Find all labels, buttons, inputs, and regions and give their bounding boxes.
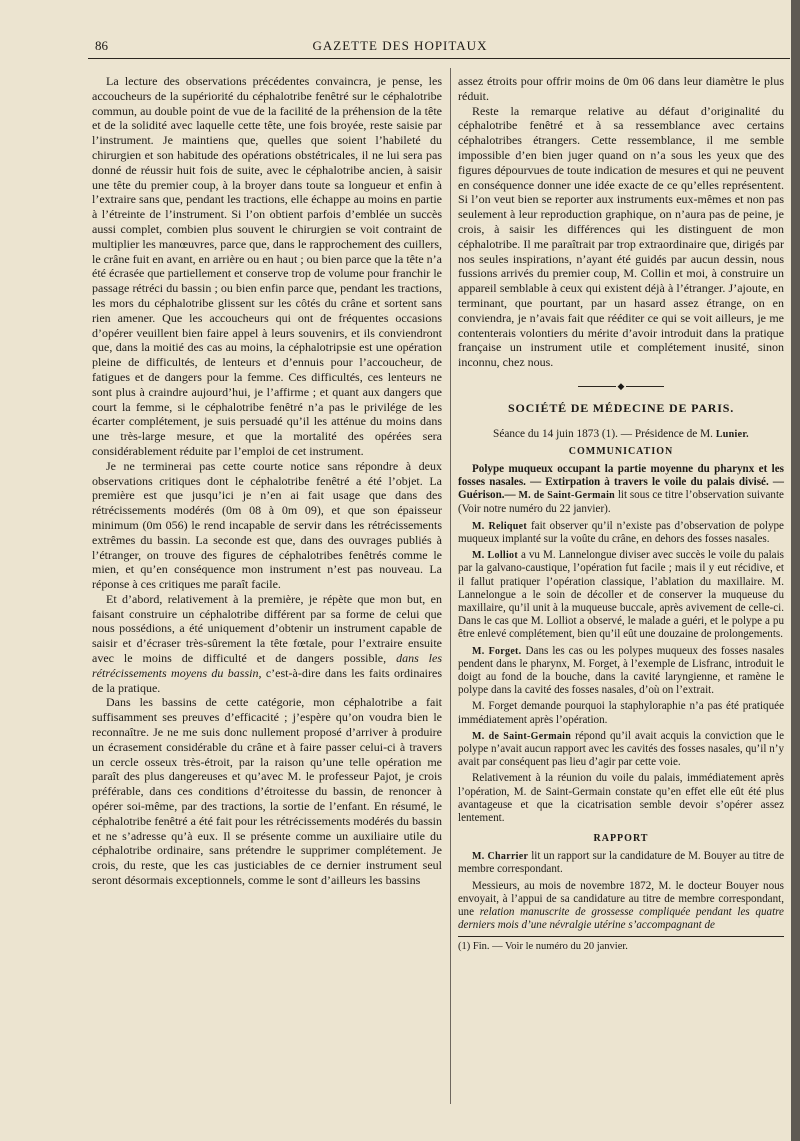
remark-text: fait observer qu’il n’existe pas d’observation de polype muqueux implanté sur la voûte du crâne, en dehors des fosses nasales. [458,519,784,545]
left-text: Et d’abord, relativement à la première, je répète que mon but, en faisant construire un céphalotribe différent par sa forme de celui que nous possédions, a été uniquement d’obtenir un instrument capable de saisir et d’écraser très-sûrement la tête fœtale, pour l’extraire ensuite avec le moins de difficulté et de dangers possible, [92,591,442,666]
rapport-speaker: M. Charrier [472,851,529,863]
remark-speaker: M. Lolliot [472,550,518,562]
rule-line [626,386,664,387]
ornament-icon: ◆ [617,380,625,391]
remark-text: Dans les cas ou les polypes muqueux des fosses nasales pendent dans le pharynx, M. Forget, à l’exemple de Lisfranc, introduit le doigt au fond de la bouche, dans la cavité laryngienne, et ramène le polype dans la cavité des fosses nasales, d’où on l’extrait. [458,644,785,697]
section-title: SOCIÉTÉ DE MÉDECINE DE PARIS. [507,400,735,415]
remark-paragraph: Relativement à la réunion du voile du palais, immédiatement après l’opération, M. de Saint-Germain constate qu’en effet elle eût été plus avantageuse et que la cicatrisation semble devoir s’opérer assez lentement. [458,772,784,825]
rapport-text: lit un rapport sur la candidature de M. Bouyer au titre de membre correspondant. [458,850,785,876]
remark-paragraph: M. Forget demande pourquoi la staphyloraphie n’a pas été pratiquée immédiatement après l’opération. [458,700,784,726]
case-title: Polype muqueux occupant la partie moyenne du pharynx et les fosses nasales. — Extirpation à travers le voile du palais divisé. — Guérison.— [458,462,784,502]
case-paragraph [458,463,784,516]
case-text: lit sous ce titre l’observation suivante (Voir notre numéro du 22 janvier). [458,489,784,515]
left-emphasis: dans les rétrécissements moyens du bassin, [92,651,443,680]
remark-paragraph [458,645,784,698]
ornamental-rule [458,382,784,391]
meeting-prefix: Séance du 14 juin 1873 (1). — Présidence de M. [493,427,713,440]
column-divider [450,68,451,1104]
remark-text: répond qu’il avait acquis la conviction que le polype n’avait aucun rapport avec les cavités des fosses nasales, qu’il n’y avait par conséquent pas lieu d’agir par cette voie. [458,729,784,769]
right-continuation: assez étroits pour offrir moins de 0m 06 dans leur diamètre le plus réduit. [458,74,784,103]
footnote-rule [458,936,784,937]
running-head: GAZETTE DES HOPITAUX [312,38,488,53]
rapport-text: Messieurs, au mois de novembre 1872, M. le docteur Bouyer nous envoyait, à l’appui de sa candidature au titre de membre correspondant, une [458,879,784,919]
remark-speaker: M. Reliquet [472,520,528,532]
remark-paragraph [458,549,784,641]
left-paragraph [92,592,442,696]
left-text: c’est-à-dire dans les faits ordinaires de la pratique. [92,665,442,695]
header-rule [88,58,790,59]
left-paragraph: Dans les bassins de cette catégorie, mon céphalotribe a fait suffisamment ses preuves d’efficacité ; j’espère qu’on voudra bien le reconnaître. Je ne me suis donc nullement proposé d’arriver à produire un écrasement considérable du crâne et à faire passer celui-ci à travers un cercle osseux très-étroit, par la raison qu’une telle opération me paraît des plus dangereuses et qu’avec M. le professeur Pajot, je crois préférable, dans ces conditions d’étroitesse du bassin, de renoncer à opérer soi-même, par des tractions, la sortie de l’enfant. En résumé, le céphalotribe fenêtré a été fait pour les rétrécissements modérés du bassin et ne s’adresse qu’à eux. Il se présente comme un auxiliaire utile du céphalotribe ordinaire, sans prétendre le supprimer complétement. Je crois, du reste, que les cas justiciables de ce dernier instrument seul seront désormais exceptionnels, comme le sont d’ailleurs les bassins [92,695,442,888]
meeting-line [458,428,784,440]
rule-line [578,386,616,387]
remark-paragraph [458,520,784,546]
communication-heading: COMMUNICATION [568,445,674,457]
rapport-heading: RAPPORT [593,833,649,845]
remark-text: a vu M. Lannelongue diviser avec succès le voile du palais par la galvano-caustique, l’opération fut facile ; mais il y eut récidive, et il fallut pratiquer l’opération classique, l’ablation du maxillaire. M. Lannelongue a le soin de décoller et de conserver la muqueuse du maxillaire, qu’il unit à la muqueuse buccale, après avivement de celle-ci. Dans le cas que M. Lolliot a observé, le malade a guéri, et le polype a pu être enlevé complétement, bien qu’il eût une douzaine de prolongements. [458,549,784,641]
rapport-paragraph [458,850,784,876]
left-paragraph: Je ne terminerai pas cette courte notice sans répondre à deux observations critiques dont le céphalotribe fenêtré a été l’objet. La première est que jusqu’ici je n’en ai fait usage que dans des rétrécissements modérés (0m 08 à 0m 09), et que son épaisseur minimum (0m 056) le rend incapable de servir dans les rétrécissements extrêmes du bassin. La seconde est que, dans des ouvrages publiés à l’étranger, on trouve des figures de céphalotribes fenêtrés comme le mien, et qu’en conséquence mon instrument n’est pas nouveau. La réponse à ces critiques me paraît facile. [92,458,442,592]
case-speaker: M. de Saint-Germain [518,490,616,502]
rapport-paragraph [458,880,784,933]
remark-speaker: M. de Saint-Germain [472,730,572,742]
left-column [92,74,442,888]
meeting-president: Lunier. [715,428,749,440]
scan-edge [791,0,800,1141]
right-column [458,74,784,953]
rapport-emphasis: relation manuscrite de grossesse compliquée pendant les quatre derniers mois d’une névralgie utérine s’accompagnant de [458,906,784,932]
left-paragraph: La lecture des observations précédentes convaincra, je pense, les accoucheurs de la supériorité du céphalotribe fenêtré sur le céphalotribe commun, au double point de vue de la facilité de la préhension de la tête et de la solidité avec laquelle cette tête, une fois broyée, reste saisie par l’instrument. Je maintiens que, quelles que soient l’habileté du chirurgien et son habitude des opérations obstétricales, il ne lui sera pas donné de réussir huit fois de suite, avec le céphalotribe ancien, à saisir une tête du premier coup, à la broyer dans toute sa longueur et enfin à l’extraire sans que, pendant les tractions, elle échappe au moins en partie à l’étreinte de l’instrument. Si l’on obtient parfois d’emblée un succès aussi complet, combien plus souvent le chirurgien se voit contraint de multiplier les manœuvres, parce que, dans le rapprochement des cuillers, le crâne fuit en avant, en arrière ou en haut ; ou bien parce que la tête n’a été écrasée que partiellement et conserve trop de volume pour franchir le passage rétréci du bassin ; ou bien enfin parce que, pendant les tractions, les mors du céphalotribe glissent sur les côtés du crâne et sortent sans rien amener. Que les accoucheurs qui ont de fréquentes occasions d’opérer veuillent bien faire appel à leurs souvenirs, et ils conviendront que, dans la moitié des cas au moins, la céphalotripsie est une opération pleine de difficultés, de lenteurs et d’ennuis pour l’accoucheur, de fatigues et de dangers pour la femme. Ces difficultés, ces lenteurs ne sont plus à craindre aujourd’hui, je l’affirme ; et quant aux dangers que court la femme, si le céphalotribe fenêtré n’a pas le privilége de les écarter complétement, je suis persuadé qu’il les atténue du moins dans une très-large mesure, et que la mortalité des opérées sera considérablement réduite par l’emploi de cet instrument. [92,74,442,458]
page-number: 86 [95,38,108,53]
right-paragraph: Reste la remarque relative au défaut d’originalité du céphalotribe fenêtré et à sa ressemblance avec certains céphalotribes étrangers. Cette ressemblance, il me semble impossible d’en bien juger quand on n’a sous les yeux que des figures dépourvues de toute indication de mesures et qui ne peuvent en conséquence donner une idée exacte de ce qu’elles représentent. Si l’on veut bien se reporter aux instruments eux-mêmes et non pas seulement à leur reproduction graphique, on n’aura pas de peine, je crois, à saisir les différences qui les distinguent de mon céphalotribe. Il me paraîtrait par trop extraordinaire que, dirigés par nos seules inspirations, n’ayant été guidés par aucun dessin, nous fussions arrivés du premier coup, M. Collin et moi, à construire un appareil semblable à ceux qui existent déjà à l’étranger. J’ajoute, en terminant, que pourtant, par un hasard assez étrange, on en conviendra, je n’avais fait que rééditer ce qui se voit ailleurs, je me contenterais volontiers du mérite d’avoir introduit dans la pratique française un instrument utile et complétement inusité, sinon inconnu, chez nous. [458,103,784,370]
remark-speaker: M. Forget. [472,645,522,657]
footnote: (1) Fin. — Voir le numéro du 20 janvier. [458,941,628,953]
remark-paragraph [458,730,784,770]
